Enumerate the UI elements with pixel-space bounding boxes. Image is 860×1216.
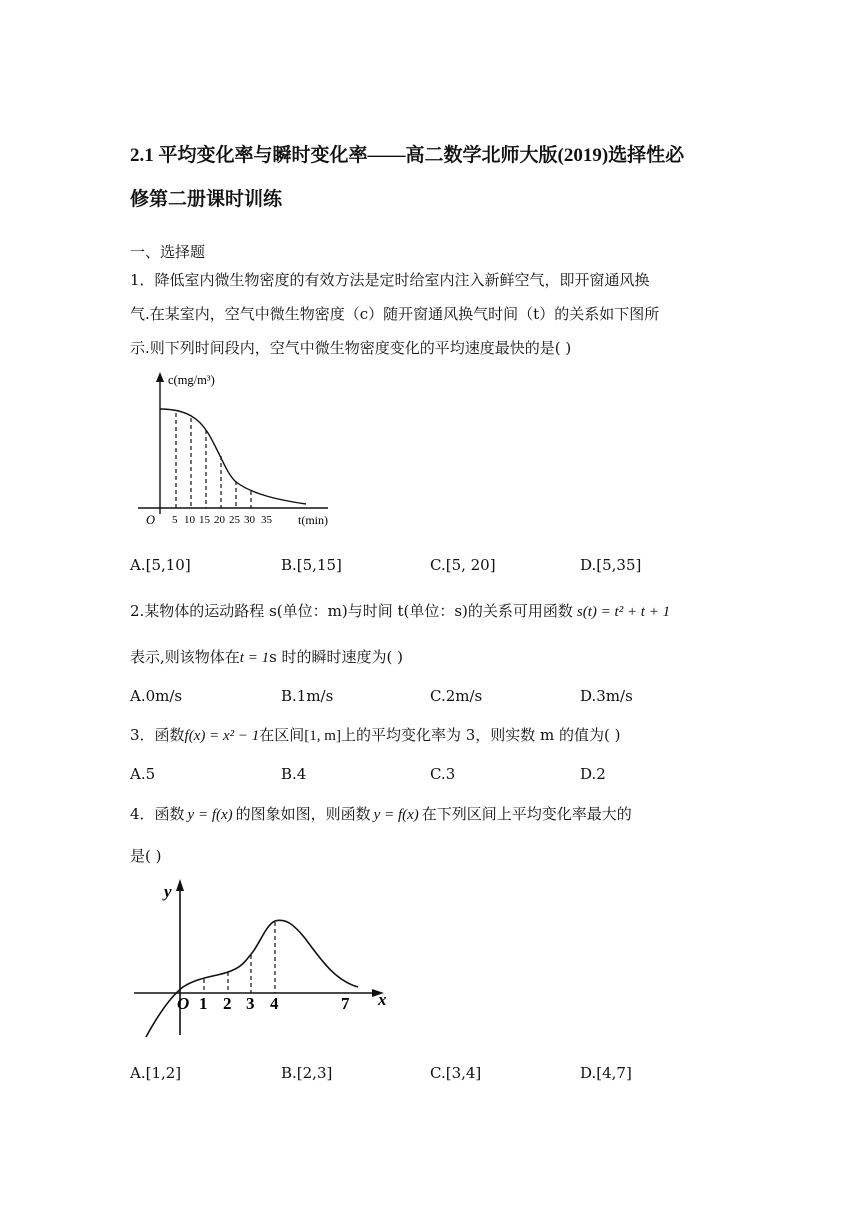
q2-option-a[interactable]: A.0m/s bbox=[130, 687, 183, 705]
q3-option-c[interactable]: C.3 bbox=[430, 765, 456, 783]
q4-prefix: 4．函数 bbox=[130, 805, 185, 823]
q2-line2 bbox=[130, 646, 403, 667]
q4-x-label: x bbox=[378, 990, 387, 1009]
q4-tick-4: 4 bbox=[270, 994, 279, 1013]
q3-function: f(x) = x² − 1 bbox=[184, 728, 260, 744]
q3-option-d[interactable]: D.2 bbox=[580, 765, 606, 783]
q4-curve bbox=[146, 920, 358, 1037]
q1-dashed-lines bbox=[176, 413, 251, 508]
q1-figure bbox=[128, 368, 358, 533]
q4-tick-2: 2 bbox=[223, 994, 232, 1013]
q2-text2: 表示,则该物体在 bbox=[130, 648, 240, 666]
q4-y-arrow bbox=[176, 879, 184, 891]
q3-option-b[interactable]: B.4 bbox=[281, 765, 307, 783]
q1-y-label: c(mg/m³) bbox=[168, 373, 215, 387]
q2-function: s(t) = t² + t + 1 bbox=[576, 604, 671, 620]
q1-tick-30: 30 bbox=[244, 514, 255, 526]
page-title-line2: 修第二册课时训练 bbox=[130, 189, 283, 210]
q1-tick-5: 5 bbox=[172, 514, 178, 526]
section-heading: 一、选择题 bbox=[130, 243, 206, 261]
q1-tick-25: 25 bbox=[229, 514, 240, 526]
q2-option-b[interactable]: B.1m/s bbox=[281, 687, 334, 705]
q1-tick-20: 20 bbox=[214, 514, 225, 526]
q4-line1 bbox=[130, 803, 632, 824]
q1-option-b[interactable]: B.[5,15] bbox=[281, 556, 342, 574]
q1-curve bbox=[160, 409, 306, 504]
q4-function-2: y = f(x) bbox=[373, 807, 419, 823]
q3-middle: 在区间 bbox=[259, 726, 305, 744]
q1-option-d[interactable]: D.[5,35] bbox=[580, 556, 642, 574]
q3-interval: [1, m] bbox=[304, 728, 341, 744]
q4-option-b[interactable]: B.[2,3] bbox=[281, 1064, 333, 1082]
q1-option-c[interactable]: C.[5, 20] bbox=[430, 556, 496, 574]
q1-tick-15: 15 bbox=[199, 514, 210, 526]
q2-text3: s 时的瞬时速度为( ) bbox=[269, 648, 404, 666]
q2-condition: t = 1 bbox=[239, 650, 270, 666]
q4-origin-label: O bbox=[177, 994, 190, 1013]
q4-tick-7: 7 bbox=[341, 994, 350, 1013]
q2-text1: 2.某物体的运动路程 s(单位：m)与时间 t(单位：s)的关系可用函数 bbox=[130, 602, 573, 620]
q4-option-c[interactable]: C.[3,4] bbox=[430, 1064, 482, 1082]
q3-prefix: 3．函数 bbox=[130, 726, 185, 744]
q4-line2: 是( ) bbox=[130, 847, 162, 865]
q2-option-c[interactable]: C.2m/s bbox=[430, 687, 483, 705]
q1-y-arrow bbox=[156, 372, 164, 382]
q3-option-a[interactable]: A.5 bbox=[130, 765, 156, 783]
q1-origin-label: O bbox=[146, 513, 156, 527]
q3-line1 bbox=[130, 724, 621, 745]
q4-option-a[interactable]: A.[1,2] bbox=[130, 1064, 182, 1082]
q1-line3: 示.则下列时间段内，空气中微生物密度变化的平均速度最快的是( ) bbox=[130, 339, 572, 357]
q2-option-d[interactable]: D.3m/s bbox=[580, 687, 633, 705]
q4-function: y = f(x) bbox=[187, 807, 233, 823]
q4-option-d[interactable]: D.[4,7] bbox=[580, 1064, 632, 1082]
q4-suffix: 在下列区间上平均变化率最大的 bbox=[421, 805, 632, 823]
q4-figure bbox=[128, 875, 393, 1045]
q1-tick-35: 35 bbox=[261, 514, 272, 526]
q1-line2: 气.在某室内，空气中微生物密度（c）随开窗通风换气时间（t）的关系如下图所 bbox=[130, 305, 660, 323]
q4-tick-3: 3 bbox=[246, 994, 255, 1013]
q1-tick-10: 10 bbox=[184, 514, 195, 526]
q4-middle: 的图象如图，则函数 bbox=[235, 805, 371, 823]
q1-line1: 1．降低室内微生物密度的有效方法是定时给室内注入新鲜空气，即开窗通风换 bbox=[130, 271, 650, 289]
q2-line1 bbox=[130, 600, 670, 621]
q4-tick-1: 1 bbox=[199, 994, 208, 1013]
q1-option-a[interactable]: A.[5,10] bbox=[130, 556, 191, 574]
page-title-line1: 2.1 平均变化率与瞬时变化率——高二数学北师大版(2019)选择性必 bbox=[130, 145, 685, 166]
q3-suffix: 上的平均变化率为 3，则实数 m 的值为( ) bbox=[340, 726, 621, 744]
q1-x-label: t(min) bbox=[298, 513, 328, 527]
q4-y-label: y bbox=[164, 882, 172, 901]
